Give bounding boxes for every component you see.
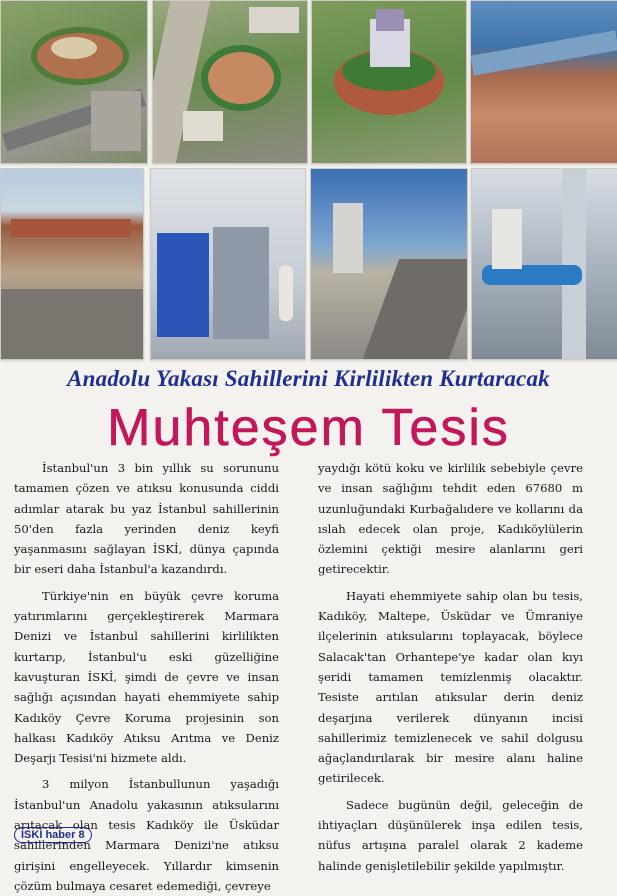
aerial-circular-plant-photo [0,0,148,164]
paragraph: Türkiye'nin en büyük çevre koruma yatırımlarını gerçekleştirerek Marmara Denizi ve İstanbul sahillerini kirlilikten kurtarıp, İstanbul'u eski güzelliğine kavuşturan İSKİ, şimdi de çevre ve insan sağlığı açısından hayati ehemmiyete sahip Kadıköy Çevre Koruma projesinin son halkası Kadıköy Atıksu Arıtma ve Deniz Deşarjı Tesisi'ni hizmete aldı. [14,588,279,766]
aerial-plant-tower-photo [311,0,467,164]
paragraph: 3 milyon İstanbullunun yaşadığı İstanbul'un Anadolu yakasının atıksularını arıtacak olan tesis Kadıköy ile Üsküdar sahillerinden Marmara Denizi'ne atıksu girişini engelleyecek. Yıllardır kimsenin çözüm bulmaya cesaret edemediği, çevreye [14,777,279,893]
blue-machinery-photo [150,168,306,360]
article-title: Muhteşem Tesis [107,399,510,457]
paragraph: Hayati ehemmiyete sahip olan bu tesis, Kadıköy, Maltepe, Üsküdar ve Ümraniye ilçelerinin atıksularını toplayacak, böylece Salacak'tan Orhantepe'ye kadar olan kıyı şeridi tamamen temizlenmiş olacaktır. Tesiste arıtılan atıksular derin deniz deşarjına verilerek dünyanın incisi sahillerimiz temizlenecek ve sahil dolgusu ağaçlandırılarak bir mesire alanı haline getirilecek. [318,588,583,786]
page-footer: İSKİ haber 8 [14,827,92,843]
aerial-coastline-city-photo [470,0,617,164]
paragraph: yaydığı kötü koku ve kirlilik sebebiyle çevre ve insan sağlığını tehdit eden 67680 m uzunluğundaki Kurbağalıdere ve kollarını da ıslah edecek olan proje, Kadıköylülerin özlemini çektiği mesire alanlarını geri getirecektir. [318,461,583,577]
tower-walkway-photo [310,168,468,360]
pipe-gallery-photo [471,168,617,360]
plant-buildings-photo [0,168,144,360]
right-column [318,458,583,876]
article-subtitle: Anadolu Yakası Sahillerini Kirlilikten Kurtaracak [67,366,550,391]
aerial-plant-green-roof-photo [152,0,308,164]
paragraph: Sadece bugünün değil, geleceğin de ihtiyaçları düşünülerek inşa edilen tesis, nüfus artışına paralel olarak 2 kademe halinde genişletilebilir şekilde yapılmıştır. [318,797,583,873]
paragraph: İstanbul'un 3 bin yıllık su sorununu tamamen çözen ve atıksu konusunda ciddi adımlar atarak bu yaz İstanbul sahillerinin 50'den fazla yerinden deniz keyfi yaşanmasını sağlayan İSKİ, dünya çapında bir eseri daha İstanbul'a kazandırdı. [14,461,279,577]
